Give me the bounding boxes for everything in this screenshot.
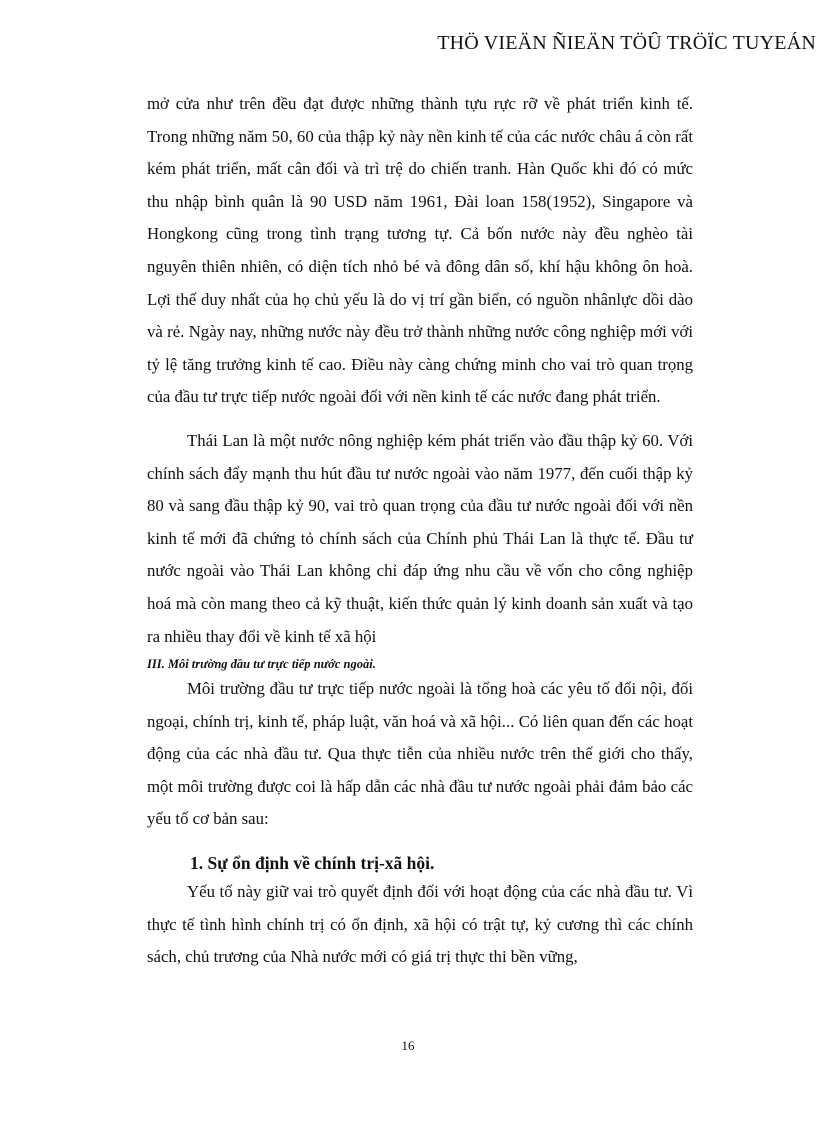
- sub-heading: 1. Sự ổn định về chính trị-xã hội.: [190, 853, 435, 874]
- paragraph-political-stability: Yếu tố này giữ vai trò quyết định đối với hoạt động của các nhà đầu tư. Vì thực tế tình hình chính trị có ổn định, xã hội có trật tự, kỷ cương thì các chính sách, chủ trương của Nhà nước mới có giá trị thực thi bền vững,: [147, 882, 693, 967]
- paragraph-intro-continuation: mở cửa như trên đều đạt được những thành tựu rực rỡ về phát triển kinh tế. Trong những năm 50, 60 của thập kỷ này nền kinh tế của các nước châu á còn rất kém phát triển, mất cân đối và trì trệ do chiến tranh. Hàn Quốc khi đó có mức thu nhập bình quân là 90 USD năm 1961, Đài loan 158(1952), Singapore và Hongkong cũng trong tình trạng tương tự. Cả bốn nước này đều nghèo tài nguyên thiên nhiên, có diện tích nhỏ bé và đông dân số, khí hậu không ôn hoà. Lợi thế duy nhất của họ chủ yếu là do vị trí gần biển, có nguồn nhânlực dồi dào và rẻ. Ngày nay, những nước này đều trở thành những nước công nghiệp mới với tỷ lệ tăng trưởng kinh tế cao. Điều này càng chứng minh cho vai trò quan trọng của đầu tư trực tiếp nước ngoài đối với nền kinh tế các nước đang phát triển.: [147, 94, 693, 407]
- section-heading: III. Môi trường đầu tư trực tiếp nước ngoài.: [147, 657, 376, 672]
- paragraph-investment-environment: Môi trường đầu tư trực tiếp nước ngoài là tổng hoà các yêu tố đối nội, đối ngoại, chính trị, kinh tế, pháp luật, văn hoá và xã hội... Có liên quan đến các hoạt động của các nhà đầu tư. Qua thực tiễn của nhiều nước trên thế giới cho thấy, một môi trường được coi là hấp dẫn các nhà đầu tư nước ngoài phải đảm bảo các yếu tố cơ bản sau:: [147, 679, 693, 829]
- page-number: 16: [401, 1038, 415, 1053]
- paragraph-thailand: Thái Lan là một nước nông nghiệp kém phát triển vào đầu thập kỷ 60. Với chính sách đẩy mạnh thu hút đầu tư nước ngoài vào năm 1977, đến cuối thập kỷ 80 và sang đầu thập kỷ 90, vai trò quan trọng của đầu tư nước ngoài đối với nền kinh tế mới đã chứng tỏ chính sách của Chính phủ Thái Lan là thực tế. Đầu tư nước ngoài vào Thái Lan không chỉ đáp ứng nhu cầu về vốn cho công nghiệp hoá mà còn mang theo cả kỹ thuật, kiến thức quản lý kinh doanh sản xuất và tạo ra nhiều thay đổi về kinh tế xã hội: [147, 430, 693, 646]
- page-header: THÖ VIEÄN ÑIEÄN TÖÛ TRÖÏC TUYEÁN: [437, 32, 816, 54]
- page-content: [147, 88, 693, 974]
